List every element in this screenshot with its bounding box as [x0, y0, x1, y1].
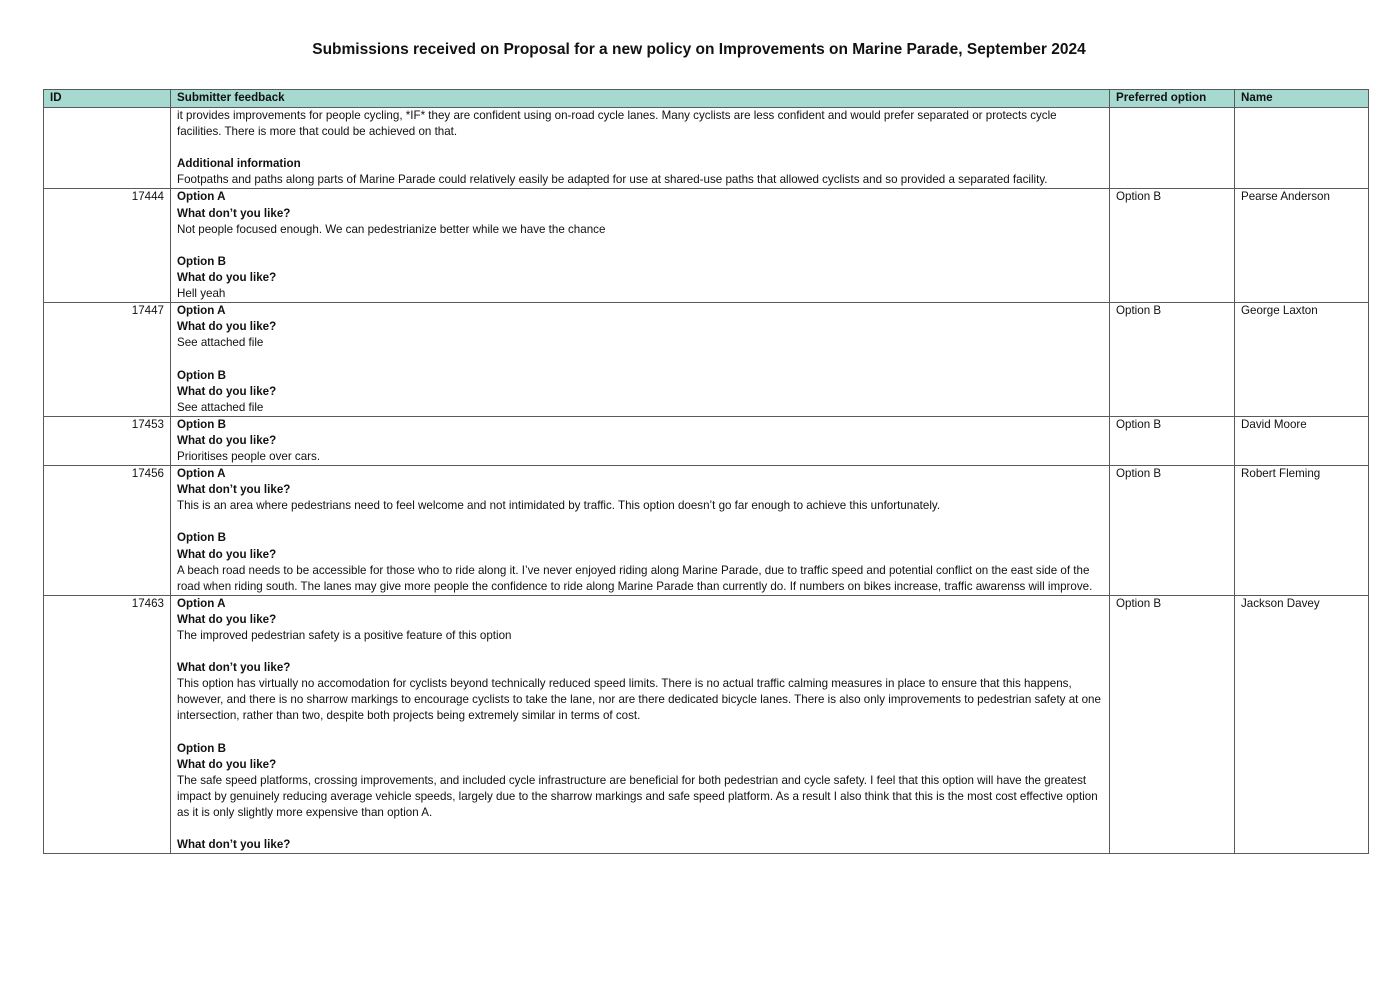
id-cell	[44, 108, 171, 189]
feedback-heading: What do you like?	[177, 547, 277, 561]
page-title: Submissions received on Proposal for a new policy on Improvements on Marine Parade, September 2024	[312, 41, 1086, 58]
submissions-table	[43, 89, 1369, 854]
id-cell: 17456	[44, 466, 171, 596]
feedback-heading: Option B	[177, 741, 226, 755]
id-cell: 17453	[44, 416, 171, 465]
feedback-text: it provides improvements for people cycling, *IF* they are confident using on-road cycle lanes. Many cyclists are less confident and would prefer separated or protects cycle facilities. There is more that could be achieved on that.	[177, 109, 1057, 139]
feedback-cell	[171, 303, 1110, 417]
preferred-option-cell: Option B	[1110, 303, 1235, 417]
table-row	[44, 108, 1369, 189]
preferred-option-cell: Option B	[1110, 595, 1235, 854]
name-cell: Robert Fleming	[1235, 466, 1369, 596]
table-row	[44, 466, 1369, 596]
column-header-name: Name	[1235, 90, 1369, 108]
feedback-cell	[171, 466, 1110, 596]
feedback-text: See attached file	[177, 336, 264, 350]
table-row	[44, 595, 1369, 854]
preferred-option-cell: Option B	[1110, 416, 1235, 465]
name-cell: Pearse Anderson	[1235, 189, 1369, 303]
feedback-heading: What don’t you like?	[177, 838, 291, 852]
id-cell: 17444	[44, 189, 171, 303]
feedback-text: A beach road needs to be accessible for those who to ride along it. I’ve never enjoyed riding along Marine Parade, due to traffic speed and potential conflict on the east side of the road when riding south. The lanes may give more people the confidence to ride along Marine Parade than currently do. If numbers on bikes increase, traffic awarenss will improve.	[177, 563, 1093, 593]
feedback-heading: Additional information	[177, 157, 301, 171]
feedback-heading: Option A	[177, 304, 226, 318]
feedback-heading: What don’t you like?	[177, 483, 291, 497]
feedback-text: This is an area where pedestrians need to feel welcome and not intimidated by traffic. This option doesn’t go far enough to achieve this unfortunately.	[177, 499, 941, 513]
feedback-text: Hell yeah	[177, 287, 226, 301]
table-row	[44, 303, 1369, 417]
name-cell: George Laxton	[1235, 303, 1369, 417]
feedback-heading: What don’t you like?	[177, 661, 291, 675]
feedback-heading: What don’t you like?	[177, 206, 291, 220]
feedback-heading: Option A	[177, 190, 226, 204]
feedback-text: Prioritises people over cars.	[177, 449, 321, 463]
feedback-text: Footpaths and paths along parts of Marine Parade could relatively easily be adapted for use at shared-use paths that allowed cyclists and so provided a separated facility.	[177, 173, 1048, 187]
feedback-cell	[171, 189, 1110, 303]
preferred-option-cell	[1110, 108, 1235, 189]
feedback-text: The safe speed platforms, crossing improvements, and included cycle infrastructure are beneficial for both pedestrian and cycle safety. I feel that this option will have the greatest impact by genuinely reducing average vehicle speeds, largely due to the sharrow markings and safe speed platform. As a result I also think that this is the most cost effective option as it is only slightly more expensive than option A.	[177, 773, 1098, 820]
feedback-cell	[171, 595, 1110, 854]
id-cell: 17463	[44, 595, 171, 854]
name-cell: Jackson Davey	[1235, 595, 1369, 854]
table-row	[44, 189, 1369, 303]
feedback-heading: What do you like?	[177, 433, 277, 447]
feedback-text: The improved pedestrian safety is a positive feature of this option	[177, 629, 512, 642]
id-cell: 17447	[44, 303, 171, 417]
column-header-feedback: Submitter feedback	[171, 90, 1110, 108]
feedback-cell	[171, 108, 1110, 189]
feedback-heading: Option B	[177, 254, 226, 268]
feedback-heading: Option B	[177, 531, 226, 545]
column-header-preferred-option: Preferred option	[1110, 90, 1235, 108]
feedback-heading: Option A	[177, 596, 226, 610]
feedback-cell	[171, 416, 1110, 465]
name-cell	[1235, 108, 1369, 189]
feedback-heading: Option B	[177, 417, 226, 431]
feedback-text: Not people focused enough. We can pedestrianize better while we have the chance	[177, 222, 606, 236]
preferred-option-cell: Option B	[1110, 466, 1235, 596]
feedback-heading: What do you like?	[177, 320, 277, 334]
feedback-text: See attached file	[177, 400, 264, 414]
feedback-text: This option has virtually no accomodation for cyclists beyond technically reduced speed limits. There is no actual traffic calming measures in place to ensure that this happens, however, and there is no sharrow markings to encourage cyclists to take the lane, nor are there dedicated bicycle lanes. There is also only improvements to pedestrian safety at one intersection, rather than two, despite both projects being extremely similar in terms of cost.	[177, 677, 1101, 723]
feedback-heading: What do you like?	[177, 612, 277, 626]
feedback-heading: Option B	[177, 368, 226, 382]
feedback-heading: What do you like?	[177, 384, 277, 398]
feedback-heading: Option A	[177, 467, 226, 481]
preferred-option-cell: Option B	[1110, 189, 1235, 303]
table-row	[44, 416, 1369, 465]
name-cell: David Moore	[1235, 416, 1369, 465]
feedback-heading: What do you like?	[177, 270, 277, 284]
table-header-row	[44, 90, 1369, 108]
feedback-heading: What do you like?	[177, 757, 277, 771]
column-header-id: ID	[44, 90, 171, 108]
